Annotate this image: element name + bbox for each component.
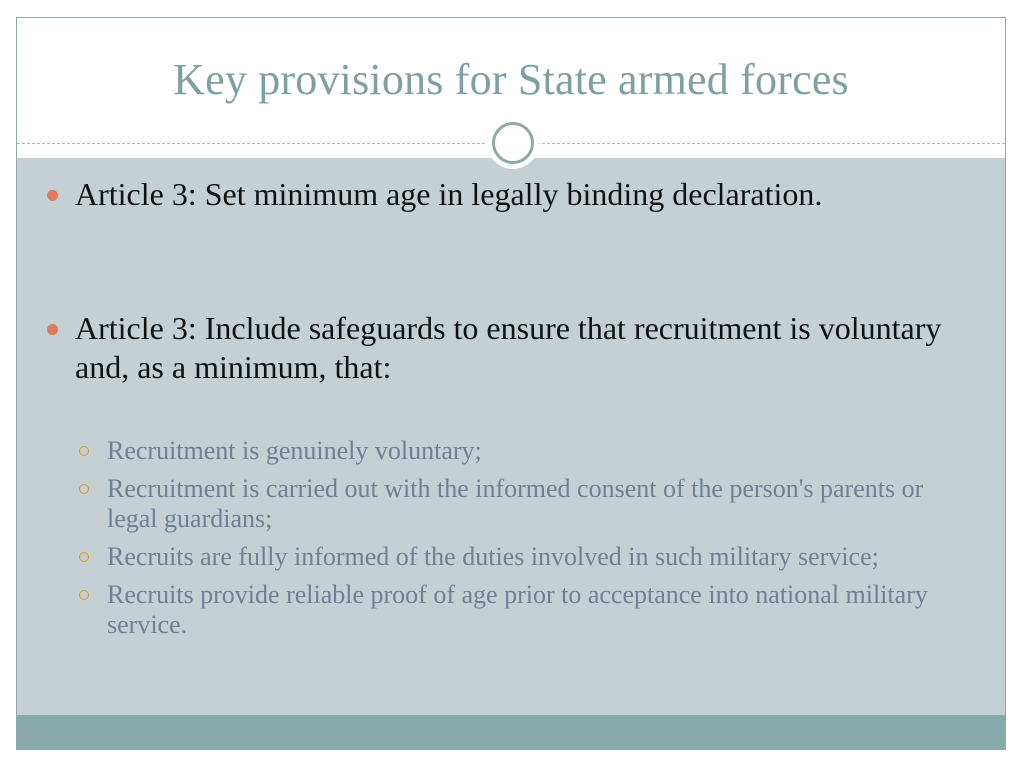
bullet-text: Article 3: Include safeguards to ensure that recruitment is voluntary and, as a minimum, that: [75, 310, 942, 385]
bullet-item [47, 175, 967, 214]
sub-bullet-text: Recruits provide reliable proof of age prior to acceptance into national military service. [107, 580, 928, 639]
sub-bullet-item [79, 580, 979, 640]
bullet-text: Article 3: Set minimum age in legally binding declaration. [75, 176, 823, 212]
sub-bullet-item [79, 542, 979, 572]
sub-bullet-text: Recruits are fully informed of the duties involved in such military service; [107, 542, 879, 571]
slide-title: Key provisions for State armed forces [173, 55, 849, 104]
bullet-item [47, 309, 967, 387]
bullet-dot-icon [47, 190, 58, 201]
slide [16, 17, 1006, 750]
bullet-dot-icon [47, 324, 58, 335]
ring-icon [492, 122, 534, 164]
sub-bullet-item [79, 436, 979, 466]
sub-bullet-text: Recruitment is genuinely voluntary; [107, 436, 482, 465]
sub-bullet-text: Recruitment is carried out with the informed consent of the person's parents or legal guardians; [107, 474, 924, 533]
ring-bullet-icon [79, 552, 89, 562]
sub-bullet-list [79, 436, 979, 648]
ring-bullet-icon [79, 446, 89, 456]
ring-bullet-icon [79, 590, 89, 600]
sub-bullet-item [79, 474, 979, 534]
footer-band [17, 715, 1005, 749]
circle-ornament-icon [487, 117, 539, 169]
ring-bullet-icon [79, 484, 89, 494]
